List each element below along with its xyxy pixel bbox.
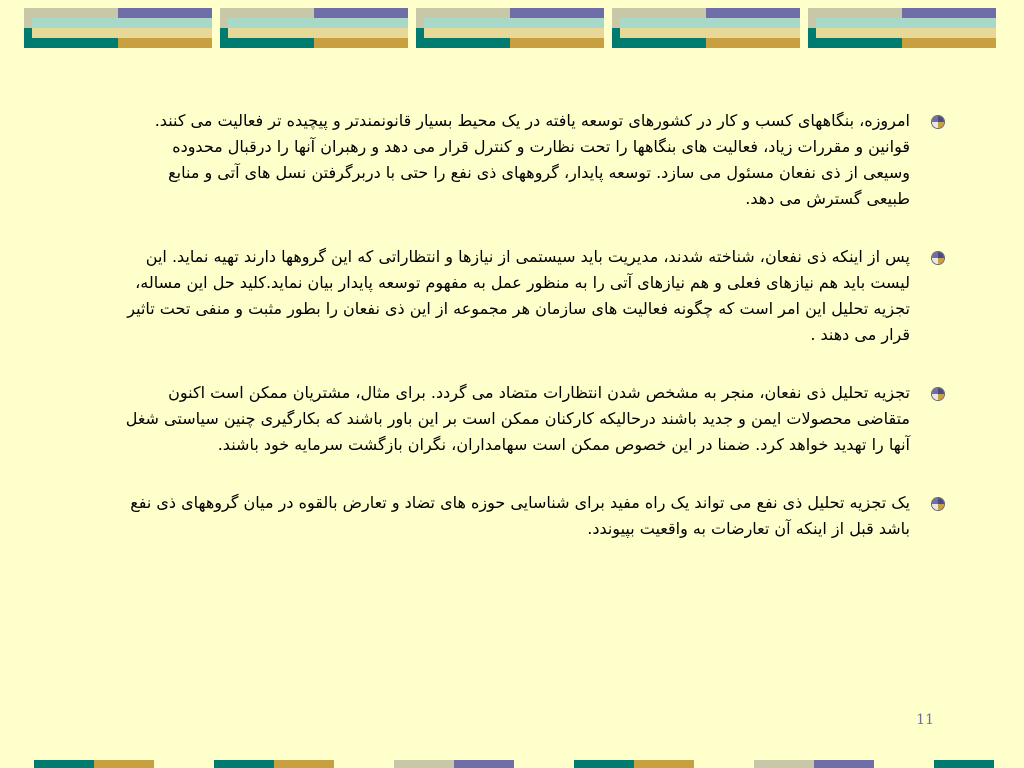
decorative-tile bbox=[220, 8, 408, 48]
bullet-list bbox=[124, 108, 944, 574]
bullet-text: امروزه، بنگاههای کسب و کار در کشورهای توسعه یافته در یک محیط بسیار قانونمندتر و پیچیده تر فعالیت می کنند. قوانین و مقررات زیاد، فعالیت های بنگاهها را تحت نظارت و کنترل قرار می دهد و رهبران آنها را درقبال محدوده وسیعی از ذی نفعان مسئول می سازد. توسعه پایدار، گروههای ذی نفع را حتی با دربرگرفتن نسل های آتی و منابع طبیعی گسترش می دهد. bbox=[154, 111, 910, 208]
top-decorative-band bbox=[24, 8, 1000, 48]
decorative-tile bbox=[612, 8, 800, 48]
bullet-text: پس از اینکه ذی نفعان، شناخته شدند، مدیریت باید سیستمی از نیازها و انتظاراتی که این گروهها دارند تهیه نماید. این لیست باید هم نیازهای فعلی و هم نیازهای آتی را به منظور عمل به مفهوم توسعه پایدار بیان نماید.کلید حل این مساله، تجزیه تحلیل این امر است که چگونه فعالیت های سازمان هر مجموعه از این ذی نفعان را بطور مثبت و منفی تحت تاثیر قرار می دهند . bbox=[127, 247, 910, 344]
list-item bbox=[124, 244, 944, 348]
bullet-text: تجزیه تحلیل ذی نفعان، منجر به مشخص شدن انتظارات متضاد می گردد. برای مثال، مشتریان ممکن است اکنون متقاضی محصولات ایمن و جدید باشند درحالیکه کارکنان ممکن است بر این باور باشند که بکارگیری چنین سیاستی شغل آنها را تهدید خواهد کرد. ضمنا در این خصوص ممکن است سهامداران، نگران بازگشت سرمایه خود باشند. bbox=[125, 383, 910, 454]
list-item bbox=[124, 108, 944, 212]
sphere-bullet-icon bbox=[932, 498, 944, 510]
sphere-bullet-icon bbox=[932, 116, 944, 128]
decorative-tile bbox=[808, 8, 996, 48]
bullet-text: یک تجزیه تحلیل ذی نفع می تواند یک راه مفید برای شناسایی حوزه های تضاد و تعارض بالقوه در میان گروههای ذی نفع باشد قبل از اینکه آن تعارضات به واقعیت بپیوندد. bbox=[130, 493, 910, 538]
bottom-decorative-band bbox=[34, 760, 994, 768]
decorative-tile bbox=[24, 8, 212, 48]
sphere-bullet-icon bbox=[932, 388, 944, 400]
list-item bbox=[124, 490, 944, 542]
sphere-bullet-icon bbox=[932, 252, 944, 264]
page-number: 11 bbox=[916, 712, 934, 728]
list-item bbox=[124, 380, 944, 458]
decorative-tile bbox=[416, 8, 604, 48]
